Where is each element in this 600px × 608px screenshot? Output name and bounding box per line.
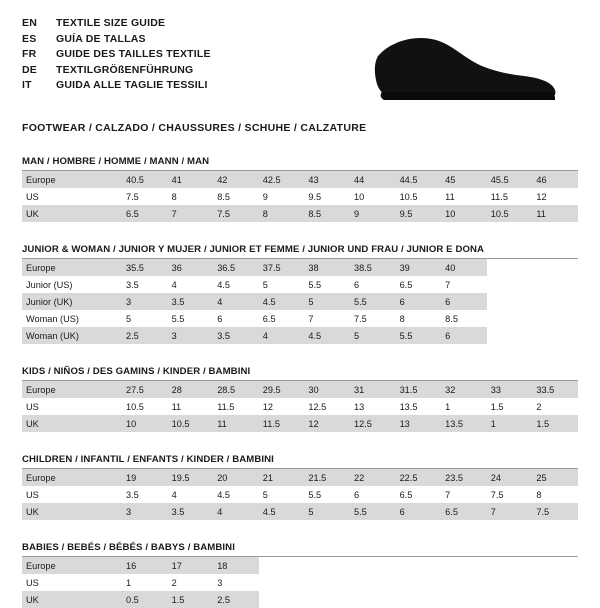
size-cell: 42.5 [259, 171, 305, 188]
size-cell: 7 [168, 205, 214, 222]
size-section [22, 244, 578, 344]
section-title: BABIES / BEBÉS / BÉBÉS / BABYS / BAMBINI [22, 542, 578, 557]
size-cell: 9 [350, 205, 396, 222]
language-title: GUÍA DE TALLAS [56, 32, 146, 45]
size-cell: 6 [396, 503, 442, 520]
row-label: Woman (UK) [22, 327, 122, 344]
empty-cell [532, 293, 578, 310]
size-cell: 5.5 [168, 310, 214, 327]
empty-cell [532, 310, 578, 327]
empty-cell [487, 276, 533, 293]
language-row [22, 63, 211, 79]
size-cell: 33 [487, 381, 533, 398]
size-cell: 6 [213, 310, 259, 327]
row-label: US [22, 188, 122, 205]
language-title-list [22, 16, 211, 94]
section-title: MAN / HOMBRE / HOMME / MANN / MAN [22, 156, 578, 171]
size-cell: 24 [487, 469, 533, 486]
size-cell: 5.5 [350, 503, 396, 520]
size-cell: 4.5 [304, 327, 350, 344]
row-label: UK [22, 415, 122, 432]
empty-cell [259, 557, 305, 574]
size-cell: 8 [259, 205, 305, 222]
table-row [22, 293, 578, 310]
size-cell: 41 [168, 171, 214, 188]
size-cell: 40.5 [122, 171, 168, 188]
row-label: Europe [22, 469, 122, 486]
size-cell: 36 [168, 259, 214, 276]
size-cell: 3.5 [168, 503, 214, 520]
row-label: Junior (US) [22, 276, 122, 293]
size-sections [22, 156, 578, 608]
size-cell: 6.5 [396, 276, 442, 293]
size-cell: 5 [259, 486, 305, 503]
size-cell: 6 [350, 276, 396, 293]
size-cell: 5 [122, 310, 168, 327]
language-title: TEXTILE SIZE GUIDE [56, 17, 166, 29]
size-cell: 22 [350, 469, 396, 486]
size-cell: 7 [304, 310, 350, 327]
size-cell: 8 [168, 188, 214, 205]
size-cell: 1.5 [168, 591, 214, 608]
size-section [22, 366, 578, 432]
size-cell: 2.5 [122, 327, 168, 344]
size-cell: 36.5 [213, 259, 259, 276]
empty-cell [259, 574, 305, 591]
size-cell: 1 [441, 398, 487, 415]
empty-cell [487, 574, 533, 591]
size-cell: 11 [213, 415, 259, 432]
empty-cell [350, 557, 396, 574]
size-cell: 7 [441, 486, 487, 503]
size-cell: 10 [122, 415, 168, 432]
size-cell: 5.5 [350, 293, 396, 310]
table-row [22, 310, 578, 327]
size-cell: 6 [396, 293, 442, 310]
size-cell: 6.5 [259, 310, 305, 327]
size-cell: 5.5 [304, 486, 350, 503]
empty-cell [396, 574, 442, 591]
size-cell: 11 [441, 188, 487, 205]
size-cell: 1 [122, 574, 168, 591]
language-code: DE [22, 63, 37, 76]
empty-cell [350, 574, 396, 591]
size-cell: 9.5 [396, 205, 442, 222]
table-row [22, 398, 578, 415]
empty-cell [532, 276, 578, 293]
size-cell: 38 [304, 259, 350, 276]
size-cell: 37.5 [259, 259, 305, 276]
size-cell: 6 [350, 486, 396, 503]
size-cell: 9 [259, 188, 305, 205]
table-row [22, 574, 578, 591]
size-cell: 30 [304, 381, 350, 398]
size-table [22, 171, 578, 222]
empty-cell [441, 557, 487, 574]
size-cell: 10 [441, 205, 487, 222]
size-cell: 5 [350, 327, 396, 344]
section-title: CHILDREN / INFANTIL / ENFANTS / KINDER / BAMBINI [22, 454, 578, 469]
size-cell: 33.5 [532, 381, 578, 398]
language-code: FR [22, 48, 37, 60]
empty-cell [532, 327, 578, 344]
size-table [22, 469, 578, 520]
dress-shoe-icon [370, 30, 560, 108]
size-cell: 27.5 [122, 381, 168, 398]
size-cell: 6.5 [122, 205, 168, 222]
size-cell: 22.5 [396, 469, 442, 486]
row-label: Europe [22, 557, 122, 574]
size-cell: 31 [350, 381, 396, 398]
size-cell: 8.5 [441, 310, 487, 327]
row-label: UK [22, 205, 122, 222]
size-cell: 9.5 [304, 188, 350, 205]
size-cell: 7.5 [213, 205, 259, 222]
row-label: US [22, 398, 122, 415]
size-cell: 4 [168, 276, 214, 293]
empty-cell [532, 259, 578, 276]
row-label: UK [22, 503, 122, 520]
size-cell: 43 [304, 171, 350, 188]
size-cell: 12 [532, 188, 578, 205]
size-cell: 35.5 [122, 259, 168, 276]
size-cell: 1 [487, 415, 533, 432]
size-cell: 10.5 [122, 398, 168, 415]
size-cell: 3 [122, 503, 168, 520]
size-cell: 10.5 [396, 188, 442, 205]
empty-cell [487, 259, 533, 276]
size-cell: 3.5 [122, 486, 168, 503]
size-cell: 13.5 [441, 415, 487, 432]
size-cell: 7.5 [487, 486, 533, 503]
empty-cell [532, 574, 578, 591]
table-row [22, 469, 578, 486]
size-cell: 31.5 [396, 381, 442, 398]
size-cell: 8.5 [213, 188, 259, 205]
size-table [22, 557, 578, 608]
size-section [22, 454, 578, 520]
size-cell: 10 [350, 188, 396, 205]
row-label: UK [22, 591, 122, 608]
table-row [22, 276, 578, 293]
size-cell: 45 [441, 171, 487, 188]
size-cell: 38.5 [350, 259, 396, 276]
row-label: Europe [22, 381, 122, 398]
empty-cell [487, 327, 533, 344]
size-cell: 4.5 [259, 503, 305, 520]
row-label: US [22, 574, 122, 591]
size-cell: 21 [259, 469, 305, 486]
size-cell: 11.5 [487, 188, 533, 205]
size-cell: 12.5 [304, 398, 350, 415]
size-cell: 2 [532, 398, 578, 415]
size-cell: 6 [441, 327, 487, 344]
size-cell: 2.5 [213, 591, 259, 608]
size-cell: 29.5 [259, 381, 305, 398]
size-cell: 11.5 [213, 398, 259, 415]
size-cell: 4 [259, 327, 305, 344]
table-row [22, 188, 578, 205]
empty-cell [441, 574, 487, 591]
size-cell: 12 [304, 415, 350, 432]
size-cell: 10.5 [487, 205, 533, 222]
size-cell: 8 [396, 310, 442, 327]
size-cell: 4 [213, 503, 259, 520]
size-cell: 42 [213, 171, 259, 188]
empty-cell [487, 293, 533, 310]
size-cell: 5 [304, 293, 350, 310]
section-title: KIDS / NIÑOS / DES GAMINS / KINDER / BAMBINI [22, 366, 578, 381]
size-cell: 12 [259, 398, 305, 415]
size-cell: 6.5 [396, 486, 442, 503]
language-row [22, 16, 211, 32]
size-cell: 18 [213, 557, 259, 574]
size-cell: 5 [259, 276, 305, 293]
size-cell: 19 [122, 469, 168, 486]
size-cell: 3 [122, 293, 168, 310]
size-cell: 10.5 [168, 415, 214, 432]
table-row [22, 171, 578, 188]
size-cell: 3.5 [213, 327, 259, 344]
table-row [22, 259, 578, 276]
language-code: EN [22, 17, 37, 29]
table-row [22, 205, 578, 222]
size-cell: 4.5 [213, 486, 259, 503]
size-cell: 13 [350, 398, 396, 415]
size-cell: 11.5 [259, 415, 305, 432]
size-cell: 7.5 [122, 188, 168, 205]
section-title: JUNIOR & WOMAN / JUNIOR Y MUJER / JUNIOR ET FEMME / JUNIOR UND FRAU / JUNIOR E DONA [22, 244, 578, 259]
size-cell: 28 [168, 381, 214, 398]
size-cell: 4.5 [213, 276, 259, 293]
size-cell: 21.5 [304, 469, 350, 486]
table-row [22, 381, 578, 398]
size-section [22, 156, 578, 222]
language-code: ES [22, 32, 37, 45]
size-cell: 25 [532, 469, 578, 486]
size-cell: 28.5 [213, 381, 259, 398]
table-row [22, 415, 578, 432]
size-cell: 1.5 [487, 398, 533, 415]
empty-cell [304, 557, 350, 574]
size-cell: 11 [532, 205, 578, 222]
size-cell: 3 [213, 574, 259, 591]
footwear-subtitle: FOOTWEAR / CALZADO / CHAUSSURES / SCHUHE / CALZATURE [22, 122, 367, 134]
size-cell: 44 [350, 171, 396, 188]
size-section [22, 542, 578, 608]
size-cell: 3.5 [168, 293, 214, 310]
size-cell: 13 [396, 415, 442, 432]
size-cell: 20 [213, 469, 259, 486]
size-cell: 4.5 [259, 293, 305, 310]
empty-cell [487, 557, 533, 574]
size-cell: 11 [168, 398, 214, 415]
size-cell: 7 [487, 503, 533, 520]
language-code: IT [22, 79, 32, 91]
row-label: Junior (UK) [22, 293, 122, 310]
size-cell: 46 [532, 171, 578, 188]
size-cell: 6.5 [441, 503, 487, 520]
size-cell: 19.5 [168, 469, 214, 486]
size-cell: 6 [441, 293, 487, 310]
size-cell: 45.5 [487, 171, 533, 188]
row-label: Europe [22, 259, 122, 276]
size-cell: 32 [441, 381, 487, 398]
size-cell: 8 [532, 486, 578, 503]
size-table [22, 259, 578, 344]
size-cell: 4 [213, 293, 259, 310]
page-header [22, 16, 578, 108]
language-title: TEXTILGRÖßENFÜHRUNG [56, 63, 194, 76]
size-cell: 2 [168, 574, 214, 591]
size-cell: 12.5 [350, 415, 396, 432]
size-cell: 8.5 [304, 205, 350, 222]
empty-cell [396, 557, 442, 574]
language-row [22, 32, 211, 48]
size-table [22, 381, 578, 432]
size-cell: 23.5 [441, 469, 487, 486]
row-label: Europe [22, 171, 122, 188]
language-title: GUIDE DES TAILLES TEXTILE [56, 48, 211, 60]
size-cell: 5.5 [304, 276, 350, 293]
size-cell: 3 [168, 327, 214, 344]
size-cell: 5.5 [396, 327, 442, 344]
empty-cell [532, 557, 578, 574]
size-cell: 0.5 [122, 591, 168, 608]
language-row [22, 78, 211, 94]
row-label: Woman (US) [22, 310, 122, 327]
size-cell: 39 [396, 259, 442, 276]
size-cell: 4 [168, 486, 214, 503]
language-row [22, 47, 211, 63]
size-cell: 17 [168, 557, 214, 574]
table-row [22, 557, 578, 574]
empty-cell [487, 310, 533, 327]
size-cell: 13.5 [396, 398, 442, 415]
table-row [22, 327, 578, 344]
table-row [22, 503, 578, 520]
size-cell: 7 [441, 276, 487, 293]
row-label: US [22, 486, 122, 503]
size-cell: 40 [441, 259, 487, 276]
size-cell: 3.5 [122, 276, 168, 293]
size-cell: 5 [304, 503, 350, 520]
table-row [22, 486, 578, 503]
size-cell: 7.5 [532, 503, 578, 520]
size-cell: 16 [122, 557, 168, 574]
language-title: GUIDA ALLE TAGLIE TESSILI [56, 79, 208, 91]
size-cell: 44.5 [396, 171, 442, 188]
size-cell: 7.5 [350, 310, 396, 327]
empty-cell [304, 574, 350, 591]
size-cell: 1.5 [532, 415, 578, 432]
